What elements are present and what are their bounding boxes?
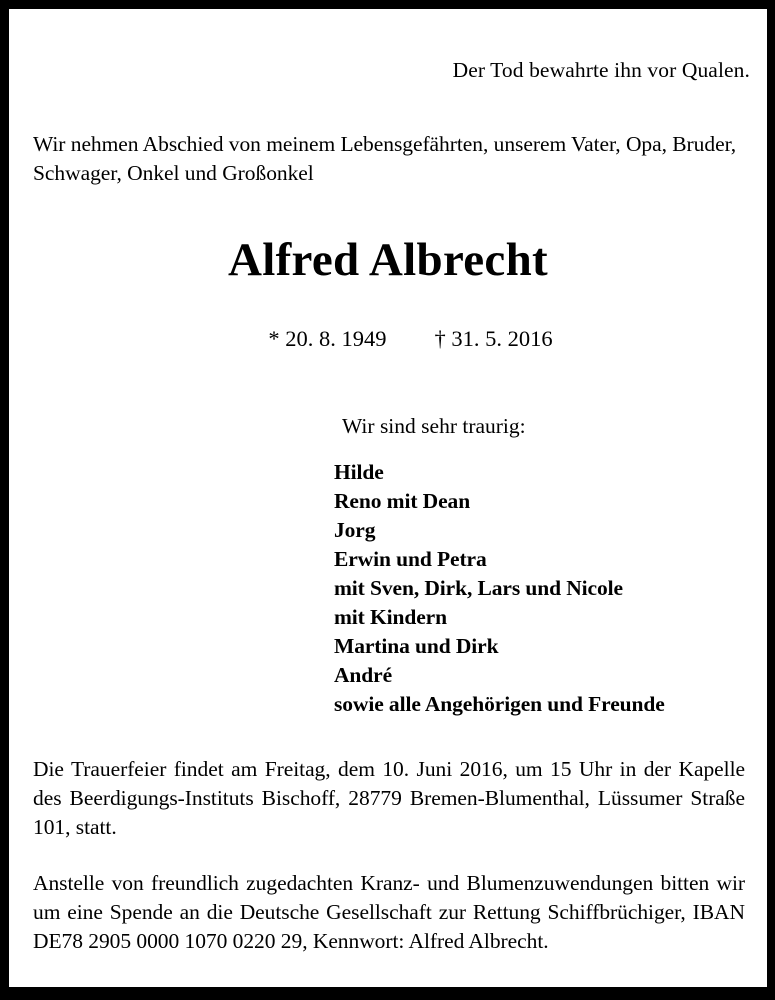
mourner-entry: mit Kindern (334, 605, 447, 630)
donation-text-lead: Anstelle von freundlich zugedachten Kranz- und Blumenzuwendungen bitten wir um eine Spende an die Deutsche Gesellschaft zur Rettung Schiffbrüchiger, IBAN (33, 871, 745, 925)
birth-date-group (268, 326, 386, 351)
mourner-entry: Reno mit Dean (334, 489, 471, 514)
death-date: 31. 5. 2016 (451, 326, 553, 352)
cross-dagger-icon: † (434, 326, 446, 352)
mourner-entry: sowie alle Angehörigen und Freunde (334, 692, 665, 717)
donation-paragraph (9, 869, 767, 956)
mourner-entry: Jorg (334, 518, 376, 543)
mourner-entry: mit Sven, Dirk, Lars und Nicole (334, 576, 623, 601)
funeral-service-paragraph: Die Trauerfeier findet am Freitag, dem 10. Juni 2016, um 15 Uhr in der Kapelle des Beerdigungs-Instituts Bischoff, 28779 Bremen-Blumenthal, Lüssumer Straße 101, statt. (33, 757, 745, 840)
mourners-lead-text: Wir sind sehr traurig: (342, 414, 526, 439)
mourners-list (334, 458, 767, 719)
mourners-block (9, 412, 767, 719)
deceased-name: Alfred Albrecht (228, 233, 548, 286)
death-date-group (435, 326, 553, 351)
mourner-entry: Hilde (334, 460, 384, 485)
donation-text-tail: , Kennwort: Alfred Albrecht. (302, 929, 549, 954)
mourner-entry: Erwin und Petra (334, 547, 487, 572)
deceased-name-block (9, 233, 767, 379)
mourner-entry: André (334, 663, 393, 688)
birth-symbol-icon: * (268, 326, 280, 352)
intro-paragraph: Wir nehmen Abschied von meinem Lebensgefährten, unserem Vater, Opa, Bruder, Schwager, Onkel und Großonkel (33, 131, 737, 185)
obituary-content (9, 9, 767, 987)
life-dates (9, 298, 767, 379)
motto-text: Der Tod bewahrte ihn vor Qualen. (452, 58, 750, 82)
birth-date: 20. 8. 1949 (285, 326, 387, 352)
donation-iban: DE78 2905 0000 1070 0220 29 (33, 929, 303, 954)
mourner-entry: Martina und Dirk (334, 634, 499, 659)
